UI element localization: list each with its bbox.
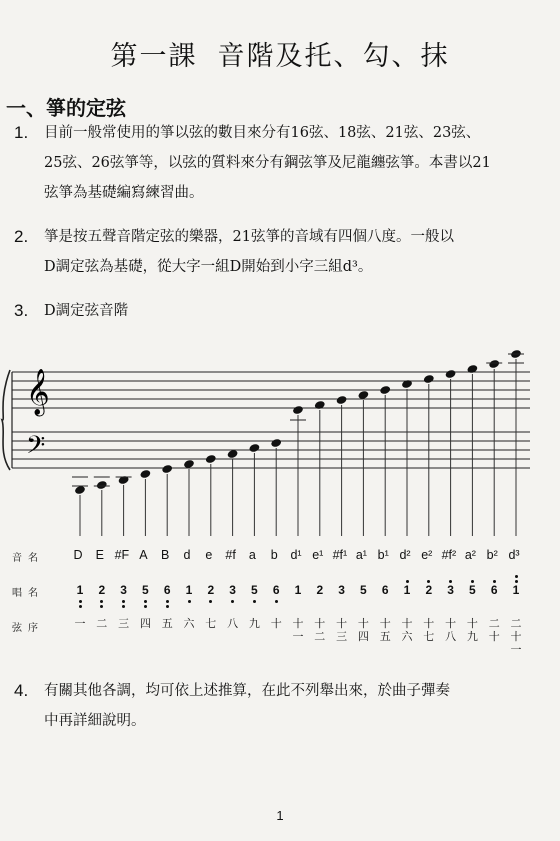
octave-dot bbox=[515, 580, 518, 583]
string-number-label: 十 九 bbox=[466, 618, 478, 643]
note-head bbox=[379, 385, 391, 395]
note-name-label: #f¹ bbox=[332, 548, 348, 562]
solfege-label: 6 bbox=[490, 583, 498, 597]
solfege-label: 2 bbox=[98, 583, 106, 597]
grand-staff bbox=[0, 340, 560, 550]
note-head bbox=[488, 359, 500, 369]
string-number-label: 二 十 bbox=[488, 618, 500, 643]
solfege-label: 3 bbox=[229, 583, 236, 597]
octave-dot bbox=[122, 600, 125, 603]
solfege-label: 3 bbox=[120, 583, 127, 597]
solfege-label: 1 bbox=[512, 583, 520, 597]
string-number-label: 一 bbox=[74, 618, 86, 630]
item-line: D調定弦為基礎，從大字一組D開始到小字三組d³。 bbox=[44, 259, 373, 275]
item-line: 25弦、26弦箏等，以弦的質料來分有鋼弦箏及尼龍纏弦箏。本書以21 bbox=[44, 155, 491, 171]
solfege-label: 5 bbox=[360, 583, 367, 597]
octave-dot bbox=[515, 575, 518, 578]
string-number-label: 十 三 bbox=[336, 618, 348, 643]
solfege-label: 5 bbox=[469, 583, 476, 597]
list-item-4 bbox=[14, 676, 546, 736]
item-line: 中再詳細說明。 bbox=[44, 713, 146, 729]
octave-dot bbox=[166, 600, 169, 603]
string-number-label: 二 bbox=[96, 618, 108, 630]
item-number: 4. bbox=[14, 681, 29, 700]
octave-dot bbox=[144, 600, 147, 603]
title-topic: 音階及托、勾、抹 bbox=[217, 41, 450, 72]
string-number-label: 四 bbox=[139, 618, 151, 630]
bass-clef-icon: 𝄢 bbox=[26, 431, 46, 466]
octave-dot bbox=[100, 600, 103, 603]
note-name-label: #F bbox=[114, 548, 130, 562]
string-number-label: 五 bbox=[161, 618, 173, 630]
row-label-solfege: 唱名 bbox=[12, 588, 44, 599]
string-number-label: 八 bbox=[227, 618, 239, 630]
brace bbox=[2, 370, 10, 470]
row-label-note-names: 音名 bbox=[12, 553, 44, 564]
row-label-strings: 弦序 bbox=[12, 623, 44, 634]
item-line: 目前一般常使用的箏以弦的數目來分有16弦、18弦、21弦、23弦、 bbox=[44, 125, 481, 141]
note-head bbox=[445, 369, 457, 379]
note-name-label: d³ bbox=[508, 548, 520, 562]
octave-dot bbox=[144, 605, 147, 608]
note-head bbox=[270, 438, 282, 448]
item-line: 弦箏為基礎編寫練習曲。 bbox=[44, 185, 204, 201]
note-name-label: d¹ bbox=[290, 548, 302, 562]
note-name-label: e bbox=[205, 548, 213, 562]
string-number-label: 六 bbox=[183, 618, 195, 630]
string-number-label: 十 五 bbox=[379, 618, 391, 643]
note-head bbox=[96, 480, 108, 490]
note-name-label: a² bbox=[464, 548, 476, 562]
octave-dot bbox=[122, 605, 125, 608]
solfege-label: 5 bbox=[142, 583, 149, 597]
item-number: 3. bbox=[14, 301, 29, 320]
octave-dot bbox=[275, 600, 278, 603]
note-head bbox=[314, 400, 326, 410]
string-number-label: 十 bbox=[270, 618, 282, 630]
note-head bbox=[248, 443, 260, 453]
note-head bbox=[161, 464, 173, 474]
note-head bbox=[118, 475, 130, 485]
item-line: 箏是按五聲音階定弦的樂器，21弦箏的音域有四個八度。一般以 bbox=[44, 229, 454, 245]
treble-clef-icon: 𝄞 bbox=[26, 369, 50, 415]
note-name-label: a¹ bbox=[355, 548, 367, 562]
octave-dot bbox=[253, 600, 256, 603]
string-number-label: 十 八 bbox=[445, 618, 457, 643]
note-name-label: e¹ bbox=[312, 548, 324, 562]
note-name-label: A bbox=[139, 548, 148, 562]
solfege-label: 3 bbox=[447, 583, 454, 597]
string-number-label: 十 四 bbox=[357, 618, 369, 643]
list-item-2 bbox=[14, 222, 546, 282]
string-number-label: 七 bbox=[205, 618, 217, 630]
title-lesson: 第一課 bbox=[110, 41, 198, 72]
octave-dot bbox=[231, 600, 234, 603]
octave-dot bbox=[493, 580, 496, 583]
solfege-label: 1 bbox=[294, 583, 302, 597]
solfege-label: 6 bbox=[163, 583, 171, 597]
string-number-label: 十 六 bbox=[401, 618, 413, 643]
octave-dot bbox=[79, 605, 82, 608]
octave-dot bbox=[471, 580, 474, 583]
note-head bbox=[336, 395, 348, 405]
octave-dot bbox=[209, 600, 212, 603]
string-number-label: 十 七 bbox=[423, 618, 435, 643]
note-name-label: b² bbox=[486, 548, 498, 562]
note-name-label: d bbox=[183, 548, 191, 562]
item-line: D調定弦音階 bbox=[44, 303, 129, 319]
solfege-label: 1 bbox=[76, 583, 84, 597]
string-number-label: 九 bbox=[248, 618, 260, 630]
string-number-label: 二 十 一 bbox=[510, 618, 522, 656]
note-name-label: e² bbox=[421, 548, 433, 562]
note-name-label: E bbox=[95, 548, 104, 562]
note-name-label: #f bbox=[225, 548, 236, 562]
note-head bbox=[292, 405, 304, 415]
note-head bbox=[466, 364, 478, 374]
note-name-label: D bbox=[73, 548, 83, 562]
solfege-label: 2 bbox=[207, 583, 215, 597]
solfege-label: 5 bbox=[251, 583, 258, 597]
page-title bbox=[0, 34, 560, 73]
note-head bbox=[423, 374, 435, 384]
solfege-label: 2 bbox=[316, 583, 324, 597]
list-item-1 bbox=[14, 118, 546, 208]
solfege-label: 6 bbox=[381, 583, 389, 597]
page-number: 1 bbox=[276, 808, 284, 823]
octave-dot bbox=[188, 600, 191, 603]
item-number: 1. bbox=[14, 123, 29, 142]
item-number: 2. bbox=[14, 227, 29, 246]
solfege-label: 1 bbox=[403, 583, 411, 597]
solfege-label: 6 bbox=[272, 583, 280, 597]
octave-dot bbox=[100, 605, 103, 608]
note-head bbox=[205, 454, 217, 464]
solfege-label: 2 bbox=[425, 583, 433, 597]
note-head bbox=[139, 469, 151, 479]
solfege-label: 3 bbox=[338, 583, 345, 597]
octave-dot bbox=[406, 580, 409, 583]
note-name-label: B bbox=[161, 548, 170, 562]
note-name-label: d² bbox=[399, 548, 411, 562]
octave-dot bbox=[166, 605, 169, 608]
note-name-label: b¹ bbox=[377, 548, 389, 562]
list-item-3 bbox=[14, 296, 546, 326]
solfege-label: 1 bbox=[185, 583, 193, 597]
string-number-label: 十 一 bbox=[292, 618, 304, 643]
item-line: 有關其他各調，均可依上述推算，在此不列舉出來，於曲子彈奏 bbox=[44, 683, 450, 699]
note-name-label: #f² bbox=[441, 548, 457, 562]
string-number-label: 三 bbox=[118, 618, 130, 630]
note-name-label: a bbox=[248, 548, 256, 562]
section-heading: 一、箏的定弦 bbox=[6, 96, 126, 120]
string-number-label: 十 二 bbox=[314, 618, 326, 643]
note-name-label: b bbox=[270, 548, 278, 562]
note-head bbox=[401, 379, 413, 389]
octave-dot bbox=[79, 600, 82, 603]
